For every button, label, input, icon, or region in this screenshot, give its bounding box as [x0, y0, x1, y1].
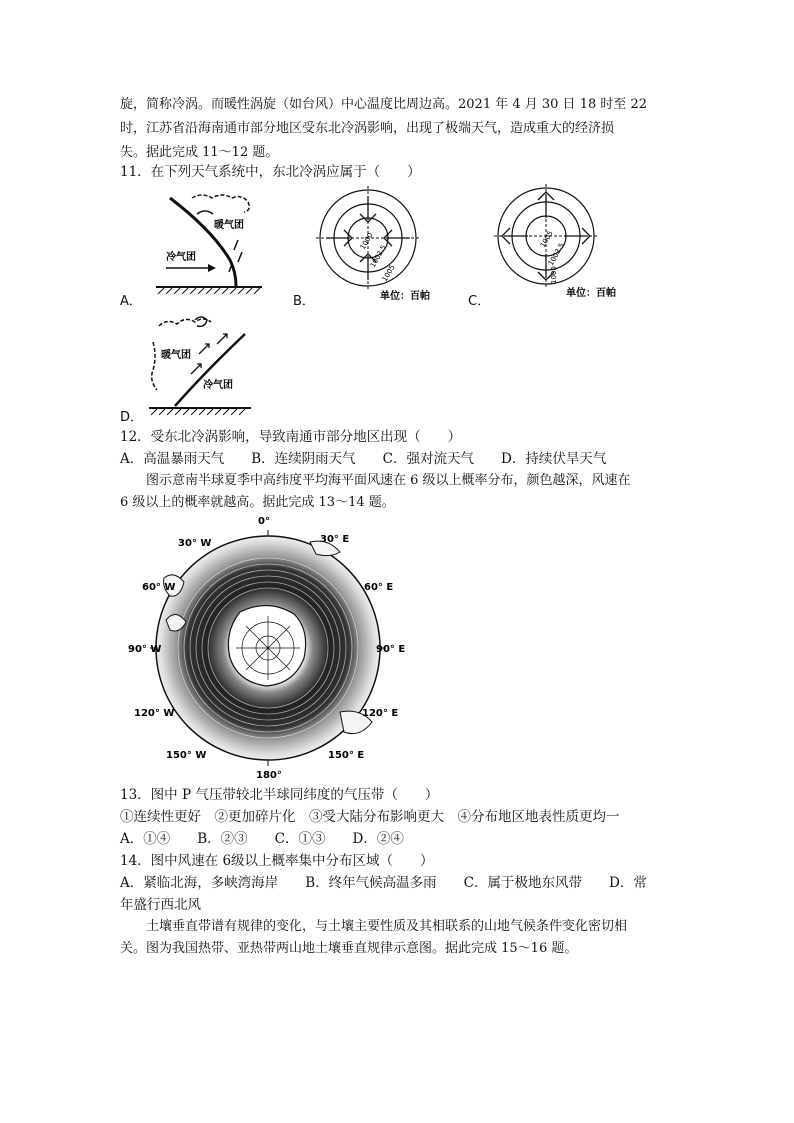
q11-option-c-label: C． [468, 294, 491, 309]
q11-option-a-label: A． [120, 294, 142, 309]
map-label-150e: 150° E [328, 750, 365, 761]
map-label-60w: 60° W [142, 582, 176, 593]
q11-option-d-label: D． [120, 410, 144, 425]
map-label-60e: 60° E [364, 582, 394, 593]
q13-choices: ①连续性更好 ②更加碎片化 ③受大陆分布影响更大 ④分布地区地表性质更均一 [120, 809, 620, 825]
map-label-180: 180° [256, 770, 282, 781]
passage2-line2: 6 级以上的概率就越高。据此完成 13～14 题。 [120, 495, 395, 510]
map-label-90w: 90° W [128, 644, 162, 655]
figure-c-isobar-1: 1005 [538, 229, 555, 249]
map-label-30w: 30° W [178, 538, 212, 549]
map-label-150w: 150° W [166, 750, 207, 761]
figure-b-unit: 单位：百帕 [380, 291, 430, 302]
figure-b-isobars [316, 186, 446, 316]
figure-c-isobars [492, 184, 622, 314]
q14-options-cont: 年盛行西北风 [120, 897, 201, 913]
q14-stem: 14．图中风速在 6级以上概率集中分布区域（ ） [120, 853, 434, 869]
q13-options: A．①④ B．②③ C．①③ D．②④ [120, 831, 404, 847]
passage1-line3: 失。据此完成 11～12 题。 [120, 145, 279, 160]
q12-options: A．高温暴雨天气 B．连续阴雨天气 C．强对流天气 D．持续伏旱天气 [120, 451, 607, 467]
passage1-line2: 时，江苏省沿海南通市部分地区受东北冷涡影响，出现了极端天气，造成重大的经济损 [120, 121, 615, 136]
map-label-0: 0° [258, 516, 270, 527]
q11-stem: 11．在下列天气系统中，东北冷涡应属于（ ） [120, 164, 421, 180]
figure-a-cold-front [152, 190, 267, 295]
figure-d-cold-label: 冷气团 [203, 380, 233, 391]
map-label-120e: 120° E [362, 708, 399, 719]
passage2-line1: 图示意南半球夏季中高纬度平均海平面风速在 6 级以上概率分布，颜色越深，风速在 [146, 473, 631, 488]
figure-b-isobar-3: 1005 [380, 263, 397, 283]
map-label-30e: 30° E [320, 534, 350, 545]
figure-d-warm-label: 暖气团 [161, 350, 191, 361]
map-label-120w: 120° W [134, 708, 175, 719]
passage3-line2: 关。图为我国热带、亚热带两山地土壤垂直规律示意图。据此完成 15～16 题。 [120, 941, 578, 956]
q12-stem: 12．受东北冷涡影响，导致南通市部分地区出现（ ） [120, 429, 462, 445]
southern-hemisphere-wind-map [128, 512, 420, 782]
figure-b-isobar-2: 1002.5 [368, 243, 388, 269]
figure-c-unit: 单位：百帕 [566, 288, 616, 299]
passage3-line1: 土壤垂直带谱有规律的变化，与土壤主要性质及其相联系的山地气候条件变化密切相 [146, 919, 628, 934]
figure-d-warm-front [145, 312, 255, 416]
figure-a-warm-label: 暖气团 [214, 220, 244, 231]
figure-c-isobar-2: 1002.5 [546, 241, 566, 267]
passage1-line1: 旋，简称冷涡。而暖性涡旋（如台风）中心温度比周边高。2021 年 4 月 30 日 18 时至 22 [120, 97, 648, 112]
q11-option-b-label: B． [293, 294, 315, 309]
q14-options: A．紧临北海，多峡湾海岸 B．终年气候高温多雨 C．属于极地东风带 D．常 [120, 875, 647, 891]
q13-stem: 13．图中 P 气压带较北半球同纬度的气压带（ ） [120, 787, 439, 803]
map-label-90e: 90° E [376, 644, 406, 655]
figure-a-cold-label: 冷气团 [166, 252, 196, 263]
figure-c-isobar-3: 1000 [550, 266, 558, 284]
figure-b-isobar-1: 1000 [358, 231, 375, 251]
